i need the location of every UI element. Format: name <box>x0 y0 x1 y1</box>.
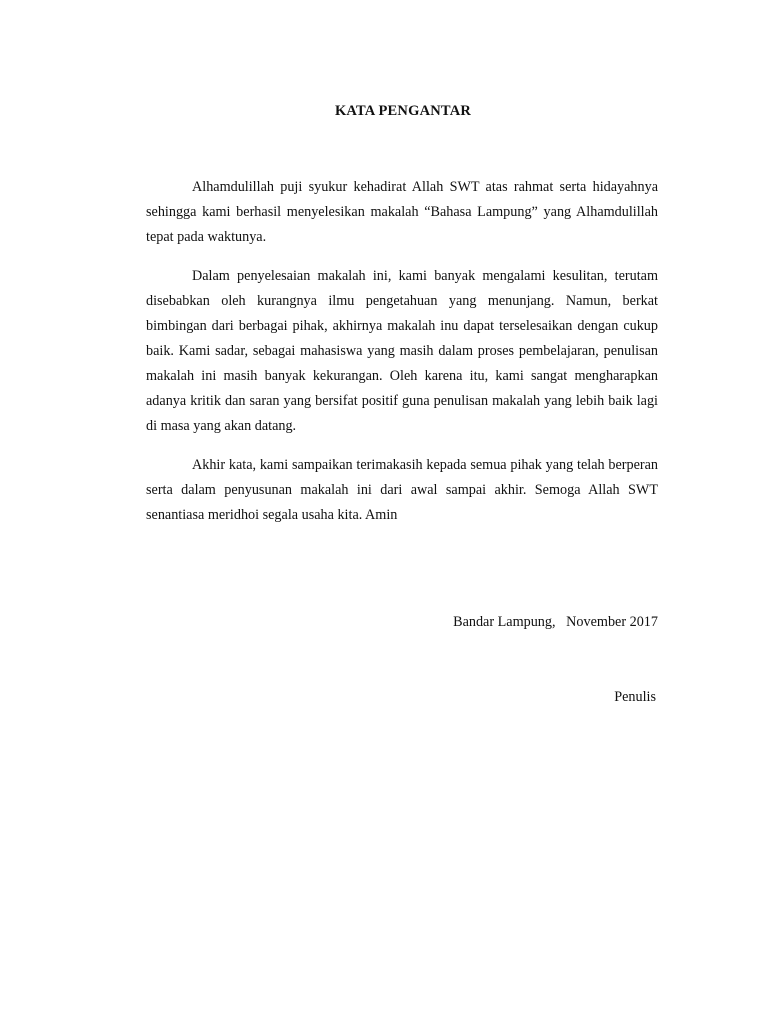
page-title: KATA PENGANTAR <box>334 103 472 119</box>
paragraph-3: Akhir kata, kami sampaikan terimakasih kepada semua pihak yang telah berperan serta dalam penyusunan makalah ini dari awal sampai akhir. Semoga Allah SWT senantiasa meridhoi segala usaha kita. Amin <box>146 457 658 523</box>
body-text <box>146 175 658 542</box>
paragraph-1: Alhamdulillah puji syukur kehadirat Allah SWT atas rahmat serta hidayahnya sehingga kami berhasil menyelesikan makalah “Bahasa Lampung” yang Alhamdulillah tepat pada waktunya. <box>146 179 658 245</box>
paragraph-2: Dalam penyelesaian makalah ini, kami banyak mengalami kesulitan, terutam disebabkan oleh kurangnya ilmu pengetahuan yang menunjang. Namun, berkat bimbingan dari berbagai pihak, akhirnya makalah inu dapat terselesaikan dengan cukup baik. Kami sadar, sebagai mahasiswa yang masih dalam proses pembelajaran, penulisan makalah ini masih banyak kekurangan. Oleh karena itu, kami sangat mengharapkan adanya kritik dan saran yang bersifat positif guna penulisan makalah yang lebih baik lagi di masa yang akan datang. <box>146 268 658 434</box>
signature: Penulis <box>614 689 656 705</box>
place-date: Bandar Lampung, November 2017 <box>453 614 658 630</box>
